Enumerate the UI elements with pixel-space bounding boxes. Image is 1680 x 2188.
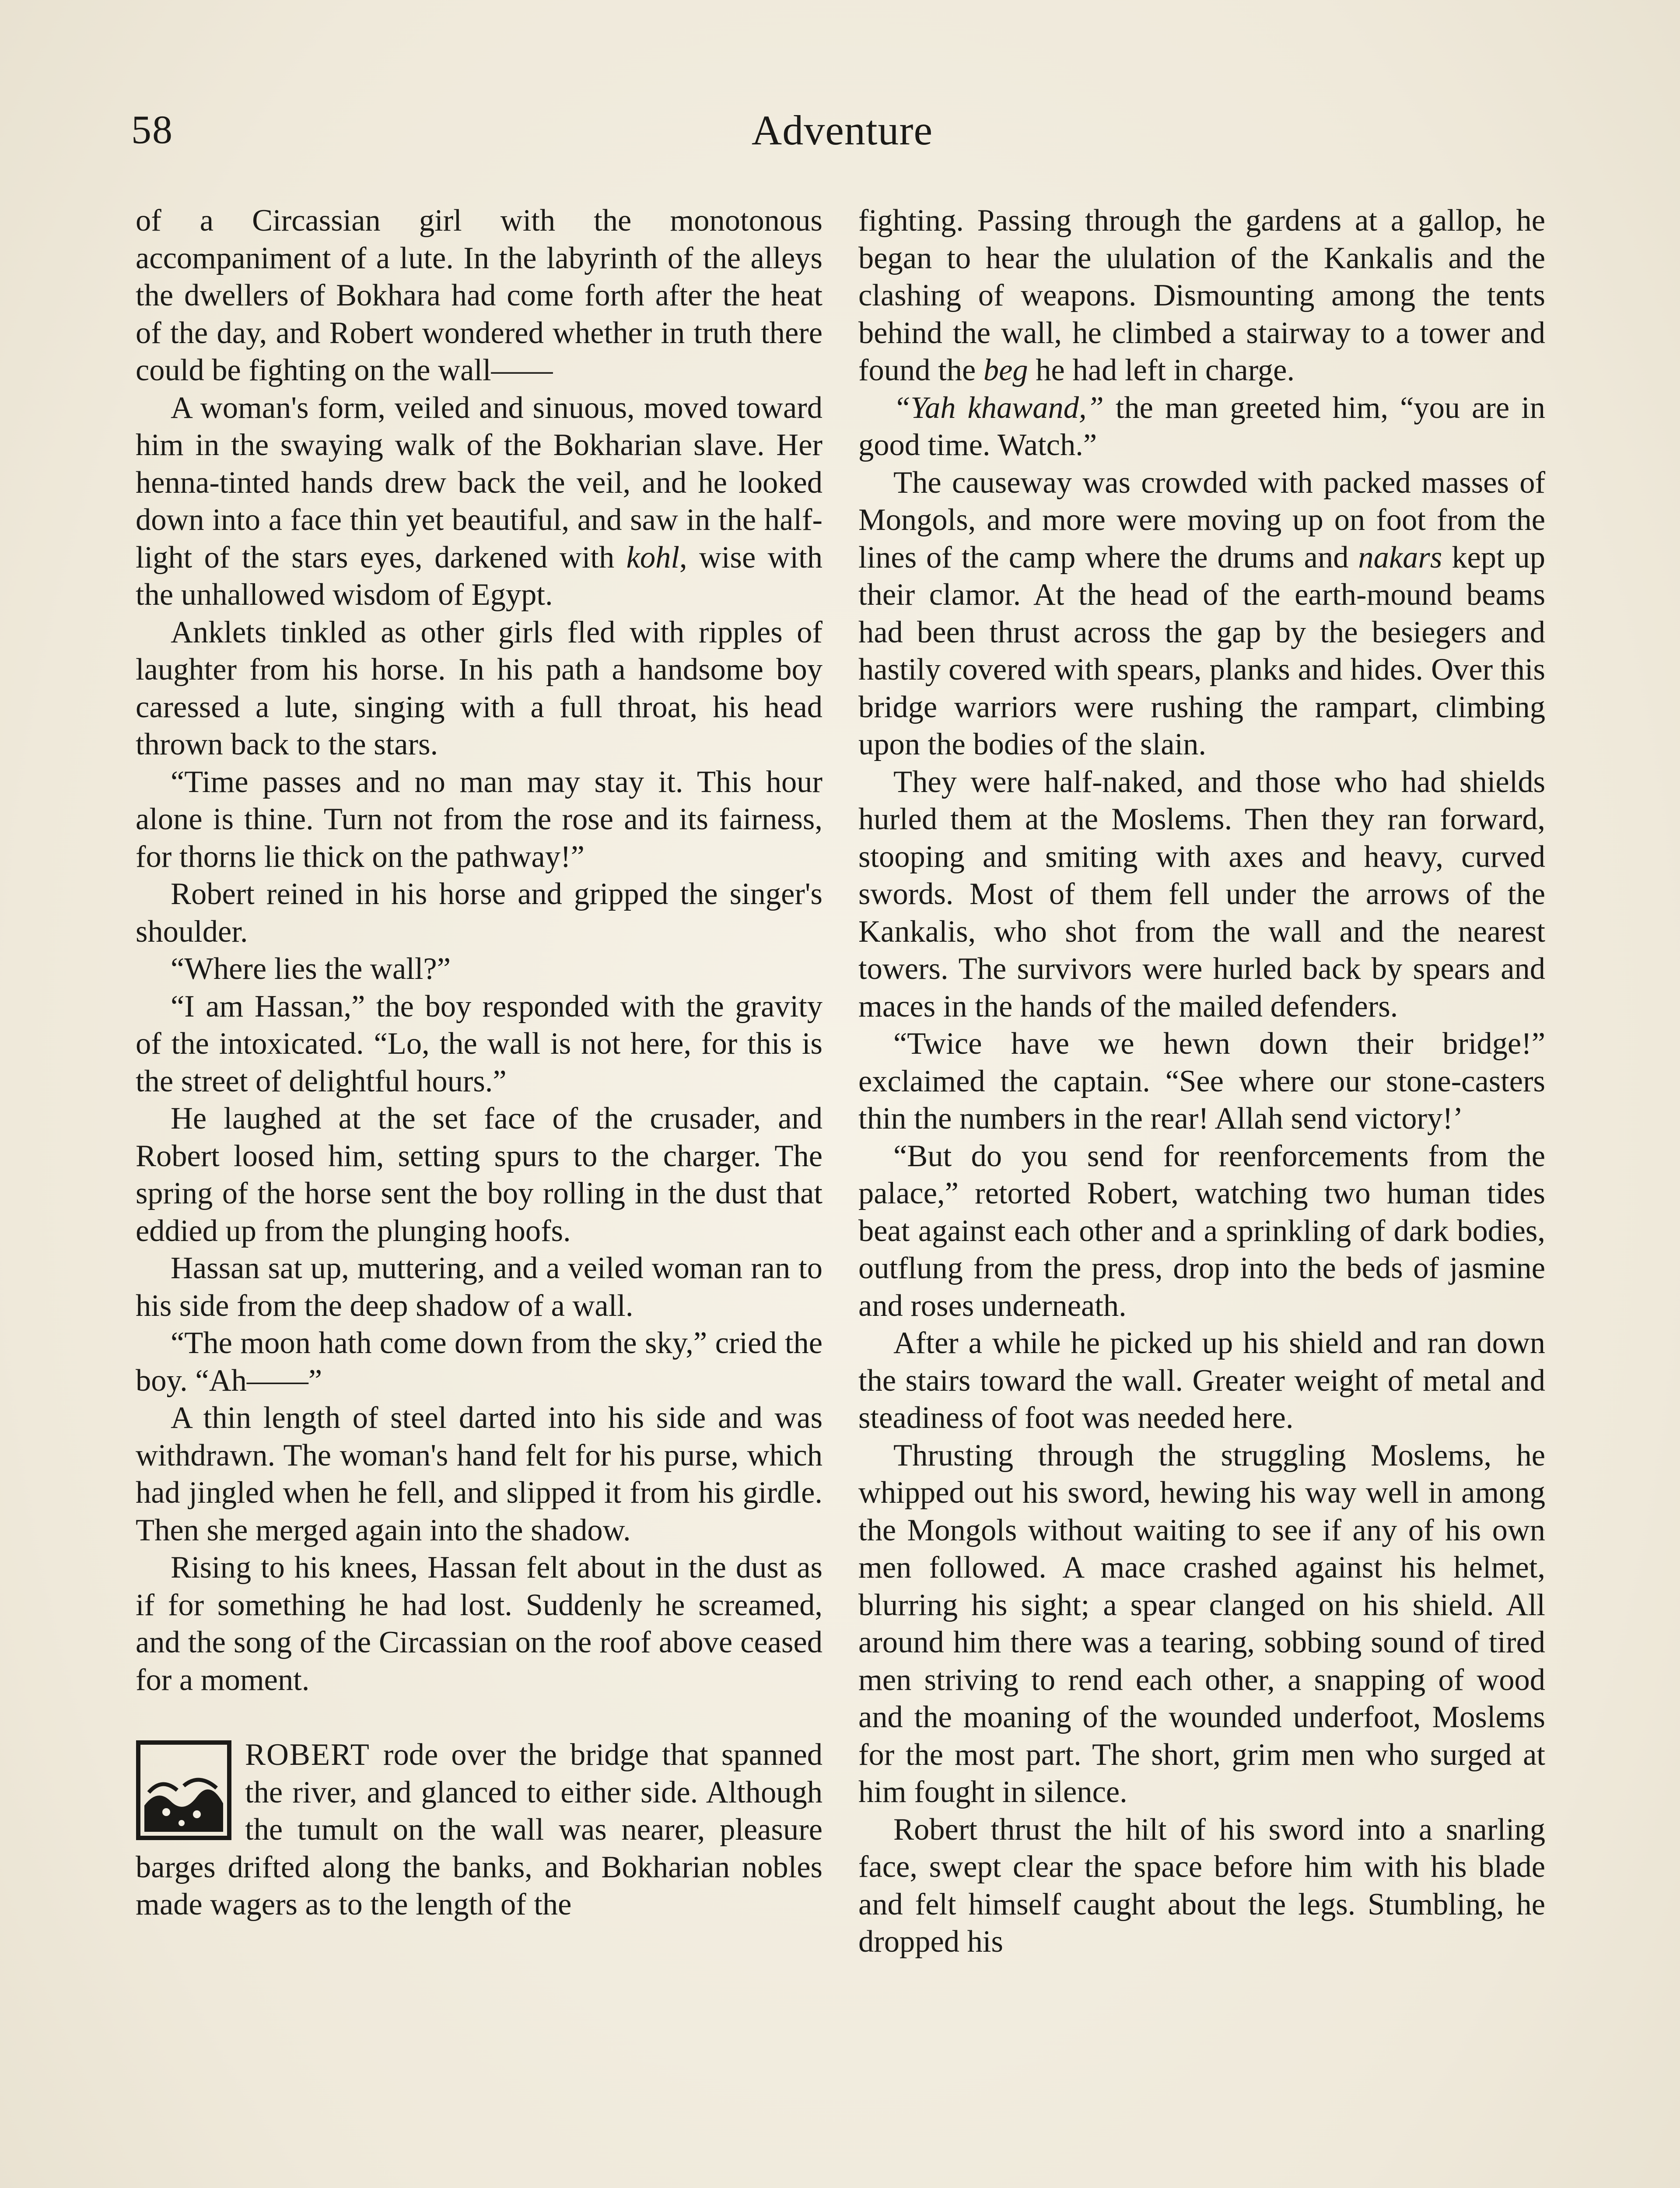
paragraph: “The moon hath come down from the sky,” cried the boy. “Ah——” <box>136 1326 822 1398</box>
section-break <box>136 1699 822 1736</box>
italic-word: kohl <box>626 540 680 575</box>
paragraph: Hassan sat up, muttering, and a veiled woman ran to his side from the deep shadow of a wall. <box>136 1251 822 1323</box>
paragraph: “I am Hassan,” the boy responded with the gravity of the intoxicated. “Lo, the wall is not here, for this is the street of delightful hours.” <box>136 989 822 1098</box>
paragraph: Thrusting through the struggling Moslems, he whipped out his sword, hewing his way well in among the Mongols without waiting to see if any of his own men followed. A mace crashed against his helmet, blurring his sight; a spear clanged on his shield. All around him there was a tearing, sobbing sound of tired men striving to rend each other, a snapping of wood and the moaning of the wounded underfoot, Moslems for the most part. The short, grim men who surged at him fought in silence. <box>858 1438 1545 1809</box>
paragraph: Robert reined in his horse and gripped the singer's shoulder. <box>136 877 822 949</box>
paragraph: “But do you send for reenforcements from the palace,” retorted Robert, watching two human tides beat against each other and a sprinkling of dark bodies, outflung from the press, drop into the beds of jasmine and roses underneath. <box>858 1139 1545 1323</box>
paragraph-with-dropcap: ROBERT rode over the bridge that spanned the river, and glanced to either side. Although the tumult on the wall was nearer, pleasure barges drifted along the banks, and Bokharian nobles made wagers as to the length of the <box>136 1738 822 1922</box>
page-number: 58 <box>131 107 173 152</box>
paragraph: fighting. Passing through the gardens at a gallop, he began to hear the ululation of the Kankalis and the clashing of weapons. Dismounting among the tents behind the wall, he climbed a stairway to a tower and found the beg he had left in charge. <box>858 203 1545 387</box>
right-column <box>858 202 1545 1961</box>
paragraph: The causeway was crowded with packed masses of Mongols, and more were moving up on foot from the lines of the camp where the drums and nakars kept up their clamor. At the head of the earth-mound beams had been thrust across the gap by the besiegers and hastily covered with spears, planks and hides. Over this bridge warriors were rushing the rampart, climbing upon the bodies of the slain. <box>858 465 1545 761</box>
paragraph: After a while he picked up his shield and ran down the stairs toward the wall. Greater weight of metal and steadiness of foot was needed here. <box>858 1326 1545 1435</box>
italic-word: beg <box>983 353 1028 387</box>
paragraph: “Time passes and no man may stay it. This hour alone is thine. Turn not from the rose and its fairness, for thorns lie thick on the pathway!” <box>136 764 822 874</box>
paragraph: They were half-naked, and those who had shields hurled them at the Moslems. Then they ran forward, stooping and smiting with axes and heavy, curved swords. Most of them fell under the arrows of the Kankalis, who shot from the wall and the nearest towers. The survivors were hurled back by spears and maces in the hands of the mailed defenders. <box>858 764 1545 1024</box>
running-head-title: Adventure <box>751 107 933 154</box>
paragraph: of a Circassian girl with the monotonous accompaniment of a lute. In the labyrinth of the alleys the dwellers of Bokhara had come forth after the heat of the day, and Robert wondered whether in truth there could be fighting on the wall—— <box>136 203 822 387</box>
left-column <box>136 202 822 1924</box>
italic-word: nakars <box>1358 540 1442 575</box>
paragraph: “Yah khawand,” the man greeted him, “you are in good time. Watch.” <box>858 390 1545 462</box>
paragraph: “Twice have we hewn down their bridge!” exclaimed the captain. “See where our stone-casters thin the numbers in the rear! Allah send victory!’ <box>858 1027 1545 1136</box>
paragraph: A woman's form, veiled and sinuous, moved toward him in the swaying walk of the Bokharian slave. Her henna-tinted hands drew back the veil, and he looked down into a face thin yet beautiful, and saw in the half-light of the stars eyes, darkened with kohl, wise with the unhallowed wisdom of Egypt. <box>136 390 822 612</box>
paragraph: Robert thrust the hilt of his sword into a snarling face, swept clear the space before him with his blade and felt himself caught about the legs. Stumbling, he dropped his <box>858 1812 1545 1959</box>
paragraph: Rising to his knees, Hassan felt about in the dust as if for something he had lost. Suddenly he screamed, and the song of the Circassian on the roof above ceased for a moment. <box>136 1550 822 1697</box>
paragraph: Anklets tinkled as other girls fled with ripples of laughter from his horse. In his path a handsome boy caressed a lute, singing with a full throat, his head thrown back to the stars. <box>136 615 822 761</box>
italic-word: “Yah khawand,” <box>893 390 1104 425</box>
wave-ornament-icon <box>136 1740 232 1841</box>
paragraph: He laughed at the set face of the crusader, and Robert loosed him, setting spurs to the charger. The spring of the horse sent the boy rolling in the dust that eddied up from the plunging hoofs. <box>136 1101 822 1248</box>
paragraph: “Where lies the wall?” <box>171 952 451 986</box>
lead-in-caps: ROBERT <box>245 1738 370 1772</box>
paragraph: A thin length of steel darted into his side and was withdrawn. The woman's hand felt for his purse, which had jingled when he fell, and slipped it from his girdle. Then she merged again into the shadow. <box>136 1401 822 1547</box>
